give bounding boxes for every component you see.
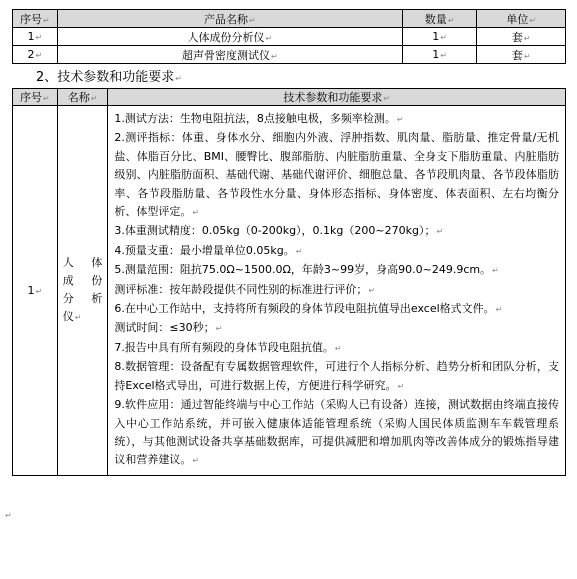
table-row	[13, 46, 566, 64]
section-heading: 2、技术参数和功能要求↵	[36, 70, 182, 85]
header-product-name: 产品名称↵	[57, 10, 402, 28]
row-product-name: 人体 成份 分析 仪↵	[57, 106, 108, 476]
header-unit: 单位↵	[477, 10, 566, 28]
header-quantity: 数量↵	[402, 10, 477, 28]
spec-item: 测评标准：按年龄段提供不同性别的标准进行评价；↵	[114, 282, 376, 296]
spec-table-header	[13, 89, 566, 106]
header-serial: 序号↵	[13, 10, 58, 28]
spec-item: 6.在中心工作站中，支持将所有频段的身体节段电阻抗值导出excel格式文件。↵	[114, 302, 503, 316]
row-serial: 2↵	[13, 46, 58, 64]
spec-item: 7.报告中具有所有频段的身体节段电阻抗值。↵	[114, 340, 342, 354]
row-serial: 1↵	[13, 106, 58, 476]
row-product-name: 人体成份分析仪↵	[57, 28, 402, 46]
spec-item: 测试时间：≤30秒；↵	[114, 321, 223, 335]
row-serial: 1↵	[13, 28, 58, 46]
row-product-name: 超声骨密度测试仪↵	[57, 46, 402, 64]
paragraph-mark: ↵	[5, 511, 12, 520]
row-quantity: 1↵	[402, 46, 477, 64]
spec-list	[108, 106, 566, 476]
header-name: 名称↵	[57, 89, 108, 106]
spec-item: 1.测试方法：生物电阻抗法，8点接触电极，多频率检测。↵	[114, 112, 404, 125]
table-row	[13, 28, 566, 46]
spec-item: 9.软件应用：通过智能终端与中心工作站（采购人已有设备）连接，测试数据由终端直接传入中心工作站系统，并可嵌入健康体适能管理系统（采购人国民体质监测车车载管理系统），与其他测试设备共享基础数据库，可提供减肥和增加肌肉等改善体成分的锻炼指导建议和营养建议。↵	[114, 398, 559, 467]
header-serial: 序号↵	[13, 89, 58, 106]
spec-item: 4.预量支重：最小增量单位0.05kg。↵	[114, 243, 303, 257]
spec-item: 3.体重测试精度：0.05kg（0-200kg），0.1kg（200~270kg）；↵	[114, 224, 444, 238]
spec-item: 2.测评指标：体重、身体水分、细胞内外液、浮肿指数、肌肉量、脂肪量、推定骨量/无机盐、体脂百分比、BMI、腰臀比、腹部脂肪、内脏脂肪重量、全身支下脂肪重量、内脏脂肪级别、内脏脂肪面积、基础代谢、基础代谢评价、细胞总量、各节段肌肉量、各节段体脂肪率、各节段脂肪量、各节段性水分量、身体形态指标、身体密度、体表面积、左右均衡分析、体型评定。↵	[114, 131, 559, 219]
row-unit: 套↵	[477, 28, 566, 46]
spec-item: 5.测量范围：阻抗75.0Ω~1500.0Ω，年龄3~99岁，身高90.0~249.9cm。↵	[114, 263, 499, 277]
spec-table	[12, 88, 566, 476]
row-quantity: 1↵	[402, 28, 477, 46]
table-row	[13, 106, 566, 476]
product-table-header	[13, 10, 566, 28]
product-table	[12, 9, 566, 64]
spec-item: 8.数据管理：设备配有专属数据管理软件，可进行个人指标分析、趋势分析和团队分析，支持Excel格式导出，可进行数据上传，方便进行科学研究。↵	[114, 360, 559, 392]
header-spec: 技术参数和功能要求↵	[108, 89, 566, 106]
row-unit: 套↵	[477, 46, 566, 64]
